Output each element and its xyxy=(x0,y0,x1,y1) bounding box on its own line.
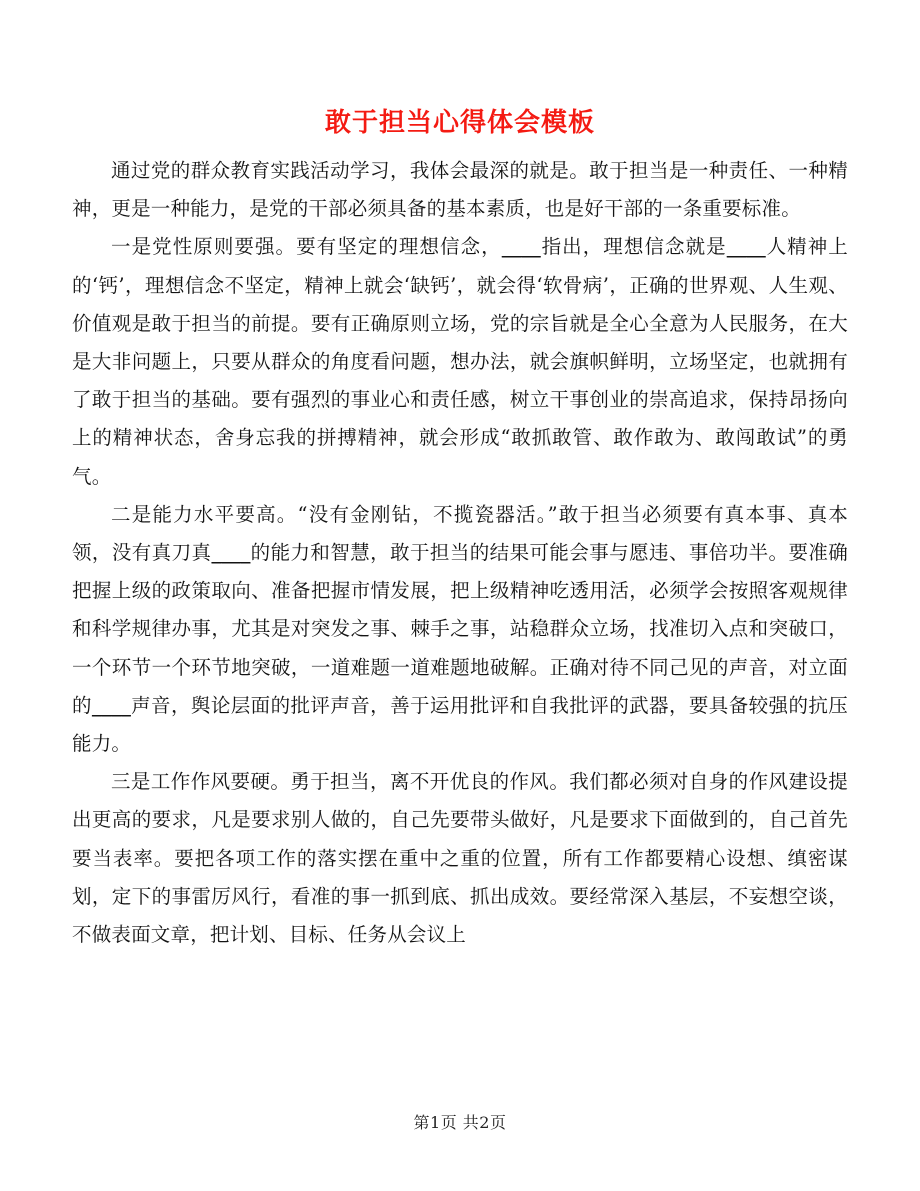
redaction-blank: ____ xyxy=(211,541,251,565)
redaction-blank: ____ xyxy=(91,693,131,717)
redaction-blank: ____ xyxy=(726,235,766,259)
page-number-footer: 第1页 共2页 xyxy=(413,1113,507,1132)
page-title: 敢于担当心得体会模板 xyxy=(324,108,595,138)
paragraph-point-two: 二是能力水平要高。“没有金刚钻，不揽瓷器活。”敢于担当必须要有真本事、真本领，没有真刀真____的能力和智慧，敢于担当的结果可能会事与愿违、事倍功半。要准确把握上级的政策取向、准备把握市情发展，把上级精神吃透用活，必须学会按照客观规律和科学规律办事，尤其是对突发之事、棘手之事，站稳群众立场，找准切入点和突破口，一个环节一个环节地突破，一道难题一道难题地破解。正确对待不同己见的声音，对立面的____声音，舆论层面的批评声音，善于运用批评和自我批评的武器，要具备较强的抗压能力。 xyxy=(72,502,848,756)
document-body xyxy=(72,152,848,954)
paragraph-point-one: 一是党性原则要强。要有坚定的理想信念，____指出，理想信念就是____人精神上的‘钙’，理想信念不坚定，精神上就会‘缺钙’，就会得‘软骨病’，正确的世界观、人生观、价值观是敢于担当的前提。要有正确原则立场，党的宗旨就是全心全意为人民服务，在大是大非问题上，只要从群众的角度看问题，想办法，就会旗帜鲜明，立场坚定，也就拥有了敢于担当的基础。要有强烈的事业心和责任感，树立干事创业的崇高追求，保持昂扬向上的精神状态，舍身忘我的拼搏精神，就会形成“敢抓敢管、敢作敢为、敢闯敢试”的勇气。 xyxy=(72,235,848,488)
paragraph-intro: 通过党的群众教育实践活动学习，我体会最深的就是。敢于担当是一种责任、一种精神，更是一种能力，是党的干部必须具备的基本素质，也是好干部的一条重要标准。 xyxy=(72,159,848,221)
paragraph-point-three: 三是工作作风要硬。勇于担当，离不开优良的作风。我们都必须对自身的作风建设提出更高的要求，凡是要求别人做的，自己先要带头做好，凡是要求下面做到的，自己首先要当表率。要把各项工作的落实摆在重中之重的位置，所有工作都要精心设想、缜密谋划，定下的事雷厉风行，看准的事一抓到底、抓出成效。要经常深入基层，不妄想空谈，不做表面文章，把计划、目标、任务从会议上 xyxy=(72,770,848,947)
redaction-blank: ____ xyxy=(501,235,541,259)
